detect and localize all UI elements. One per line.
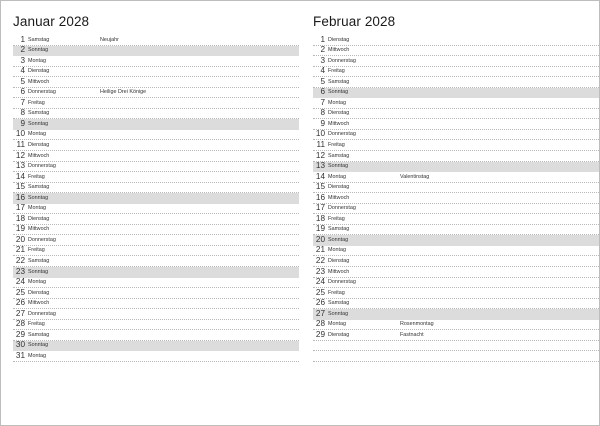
day-number: 7 — [20, 97, 25, 107]
weekday-name: Freitag — [28, 247, 45, 254]
weekday-name: Montag — [28, 205, 46, 212]
day-row — [313, 183, 599, 194]
day-row — [313, 214, 599, 225]
weekday-name: Mittwoch — [328, 47, 350, 54]
weekday-name: Montag — [328, 99, 346, 106]
day-number: 4 — [320, 66, 325, 76]
day-row — [313, 330, 599, 341]
day-number: 11 — [16, 140, 25, 150]
day-number: 15 — [315, 182, 325, 192]
month-title: Februar 2028 — [313, 14, 396, 29]
weekday-name: Dienstag — [328, 331, 350, 338]
day-row — [13, 162, 299, 173]
holiday-label: Fastnacht — [400, 331, 424, 338]
day-number: 24 — [15, 277, 25, 287]
weekday-name: Montag — [328, 321, 346, 328]
day-number: 26 — [315, 298, 325, 308]
weekday-name: Dienstag — [28, 215, 50, 222]
weekday-name: Donnerstag — [328, 279, 356, 286]
day-number: 20 — [15, 234, 25, 244]
day-row — [13, 98, 299, 109]
day-number: 5 — [20, 76, 25, 86]
weekday-name: Montag — [28, 131, 46, 138]
day-number: 2 — [320, 45, 325, 55]
day-number: 28 — [15, 319, 25, 329]
weekday-name: Mittwoch — [328, 268, 350, 275]
weekday-name: Donnerstag — [28, 163, 56, 170]
holiday-label: Rosenmontag — [400, 321, 434, 328]
day-number: 14 — [315, 171, 325, 181]
day-number: 24 — [315, 277, 325, 287]
day-number: 16 — [15, 192, 25, 202]
day-row — [13, 299, 299, 310]
day-row — [13, 256, 299, 267]
day-row — [313, 278, 599, 289]
weekday-name: Sonntag — [28, 194, 49, 201]
weekday-name: Freitag — [28, 173, 45, 180]
day-row — [13, 56, 299, 67]
weekday-name: Montag — [28, 352, 46, 359]
day-number: 18 — [15, 213, 25, 223]
day-row — [313, 140, 599, 151]
weekday-name: Freitag — [328, 142, 345, 149]
day-row — [313, 246, 599, 257]
weekday-name: Mittwoch — [28, 152, 50, 159]
weekday-name: Samstag — [28, 110, 50, 117]
day-row — [313, 204, 599, 215]
weekday-name: Sonntag — [328, 310, 349, 317]
day-number: 25 — [315, 287, 325, 297]
day-row — [13, 288, 299, 299]
day-row — [13, 140, 299, 151]
day-number: 29 — [15, 329, 25, 339]
day-number: 1 — [320, 34, 325, 44]
weekday-name: Dienstag — [28, 142, 50, 149]
weekday-name: Dienstag — [328, 258, 350, 265]
day-number: 27 — [315, 308, 325, 318]
day-number: 10 — [15, 129, 25, 139]
day-row — [313, 77, 599, 88]
weekday-name: Samstag — [28, 36, 50, 43]
day-row — [313, 267, 599, 278]
weekday-name: Freitag — [328, 289, 345, 296]
weekday-name: Freitag — [328, 68, 345, 75]
day-row — [313, 35, 599, 46]
weekday-name: Donnerstag — [328, 205, 356, 212]
day-number: 12 — [315, 150, 325, 160]
day-row — [13, 204, 299, 215]
holiday-label: Valentinstag — [400, 173, 430, 180]
weekday-name: Dienstag — [28, 68, 50, 75]
day-number: 10 — [315, 129, 325, 139]
day-number: 3 — [20, 55, 25, 65]
day-number: 31 — [15, 350, 25, 360]
weekday-name: Mittwoch — [328, 120, 350, 127]
day-number: 9 — [20, 118, 25, 128]
day-row — [13, 35, 299, 46]
day-number: 29 — [315, 329, 325, 339]
day-number: 8 — [320, 108, 325, 118]
day-row — [13, 341, 299, 352]
day-number: 8 — [20, 108, 25, 118]
day-row — [13, 330, 299, 341]
weekday-name: Donnerstag — [28, 310, 56, 317]
weekday-name: Samstag — [28, 184, 50, 191]
weekday-name: Sonntag — [28, 342, 49, 349]
weekday-name: Montag — [328, 173, 346, 180]
day-row — [13, 88, 299, 99]
day-number: 19 — [315, 224, 325, 234]
day-number: 19 — [15, 224, 25, 234]
day-row — [13, 183, 299, 194]
weekday-name: Samstag — [328, 300, 350, 307]
day-row — [313, 98, 599, 109]
day-row — [13, 172, 299, 183]
day-row — [313, 56, 599, 67]
day-number: 23 — [15, 266, 25, 276]
weekday-name: Freitag — [28, 321, 45, 328]
weekday-name: Mittwoch — [28, 78, 50, 85]
day-row — [313, 320, 599, 331]
day-row — [13, 67, 299, 78]
weekday-name: Donnerstag — [28, 236, 56, 243]
weekday-name: Sonntag — [328, 89, 349, 96]
day-row — [313, 151, 599, 162]
day-number: 17 — [15, 203, 25, 213]
day-row — [313, 309, 599, 320]
weekday-name: Donnerstag — [328, 131, 356, 138]
weekday-name: Donnerstag — [28, 89, 56, 96]
day-number: 25 — [15, 287, 25, 297]
weekday-name: Mittwoch — [328, 194, 350, 201]
day-row — [13, 278, 299, 289]
weekday-name: Samstag — [328, 152, 350, 159]
day-row — [13, 119, 299, 130]
day-number: 1 — [20, 34, 25, 44]
day-number: 4 — [20, 66, 25, 76]
holiday-label: Heilige Drei Könige — [100, 89, 147, 96]
weekday-name: Sonntag — [28, 120, 49, 127]
weekday-name: Sonntag — [28, 47, 49, 54]
weekday-name: Dienstag — [328, 36, 350, 43]
day-number: 27 — [15, 308, 25, 318]
day-number: 20 — [315, 234, 325, 244]
day-number: 11 — [316, 140, 325, 150]
day-row — [313, 67, 599, 78]
day-number: 3 — [320, 55, 325, 65]
day-row — [13, 214, 299, 225]
weekday-name: Dienstag — [328, 184, 350, 191]
day-number: 22 — [15, 256, 25, 266]
day-number: 17 — [315, 203, 325, 213]
day-number: 6 — [320, 87, 325, 97]
day-number: 21 — [15, 245, 25, 255]
day-row — [13, 109, 299, 120]
weekday-name: Donnerstag — [328, 57, 356, 64]
day-row — [313, 235, 599, 246]
weekday-name: Freitag — [328, 215, 345, 222]
day-row — [13, 151, 299, 162]
day-number: 5 — [320, 76, 325, 86]
day-number: 14 — [15, 171, 25, 181]
weekday-name: Freitag — [28, 99, 45, 106]
day-number: 23 — [315, 266, 325, 276]
day-row — [313, 351, 599, 362]
day-number: 6 — [20, 87, 25, 97]
month-january — [13, 1, 299, 362]
day-row — [313, 256, 599, 267]
day-row — [13, 320, 299, 331]
day-row — [13, 46, 299, 57]
day-number: 30 — [15, 340, 25, 350]
day-row — [13, 77, 299, 88]
day-row — [13, 246, 299, 257]
day-row — [313, 172, 599, 183]
weekday-name: Montag — [28, 57, 46, 64]
day-number: 12 — [15, 150, 25, 160]
day-row — [13, 351, 299, 362]
day-number: 7 — [320, 97, 325, 107]
day-number: 13 — [315, 161, 325, 171]
day-number: 13 — [15, 161, 25, 171]
day-row — [313, 299, 599, 310]
weekday-name: Samstag — [328, 226, 350, 233]
day-row — [13, 309, 299, 320]
month-title: Januar 2028 — [13, 14, 90, 29]
holiday-label: Neujahr — [100, 36, 119, 43]
weekday-name: Montag — [328, 247, 346, 254]
day-number: 21 — [315, 245, 325, 255]
day-row — [313, 88, 599, 99]
weekday-name: Samstag — [328, 78, 350, 85]
day-list — [13, 35, 299, 362]
day-number: 22 — [315, 256, 325, 266]
weekday-name: Dienstag — [328, 110, 350, 117]
day-number: 2 — [20, 45, 25, 55]
day-number: 26 — [15, 298, 25, 308]
weekday-name: Mittwoch — [28, 226, 50, 233]
day-row — [13, 130, 299, 141]
day-number: 28 — [315, 319, 325, 329]
day-row — [13, 267, 299, 278]
day-number: 9 — [320, 118, 325, 128]
day-number: 15 — [15, 182, 25, 192]
weekday-name: Sonntag — [328, 163, 349, 170]
day-row — [313, 130, 599, 141]
day-row — [313, 46, 599, 57]
day-list — [313, 35, 599, 362]
weekday-name: Montag — [28, 279, 46, 286]
day-row — [13, 235, 299, 246]
day-row — [313, 193, 599, 204]
weekday-name: Samstag — [28, 258, 50, 265]
day-number: 16 — [315, 192, 325, 202]
weekday-name: Mittwoch — [28, 300, 50, 307]
day-row — [313, 225, 599, 236]
weekday-name: Samstag — [28, 331, 50, 338]
day-row — [313, 109, 599, 120]
day-row — [313, 119, 599, 130]
day-number: 18 — [315, 213, 325, 223]
day-row — [313, 341, 599, 352]
day-row — [313, 162, 599, 173]
day-row — [313, 288, 599, 299]
day-row — [13, 193, 299, 204]
weekday-name: Sonntag — [328, 236, 349, 243]
day-row — [13, 225, 299, 236]
month-february — [313, 1, 599, 362]
weekday-name: Dienstag — [28, 289, 50, 296]
weekday-name: Sonntag — [28, 268, 49, 275]
